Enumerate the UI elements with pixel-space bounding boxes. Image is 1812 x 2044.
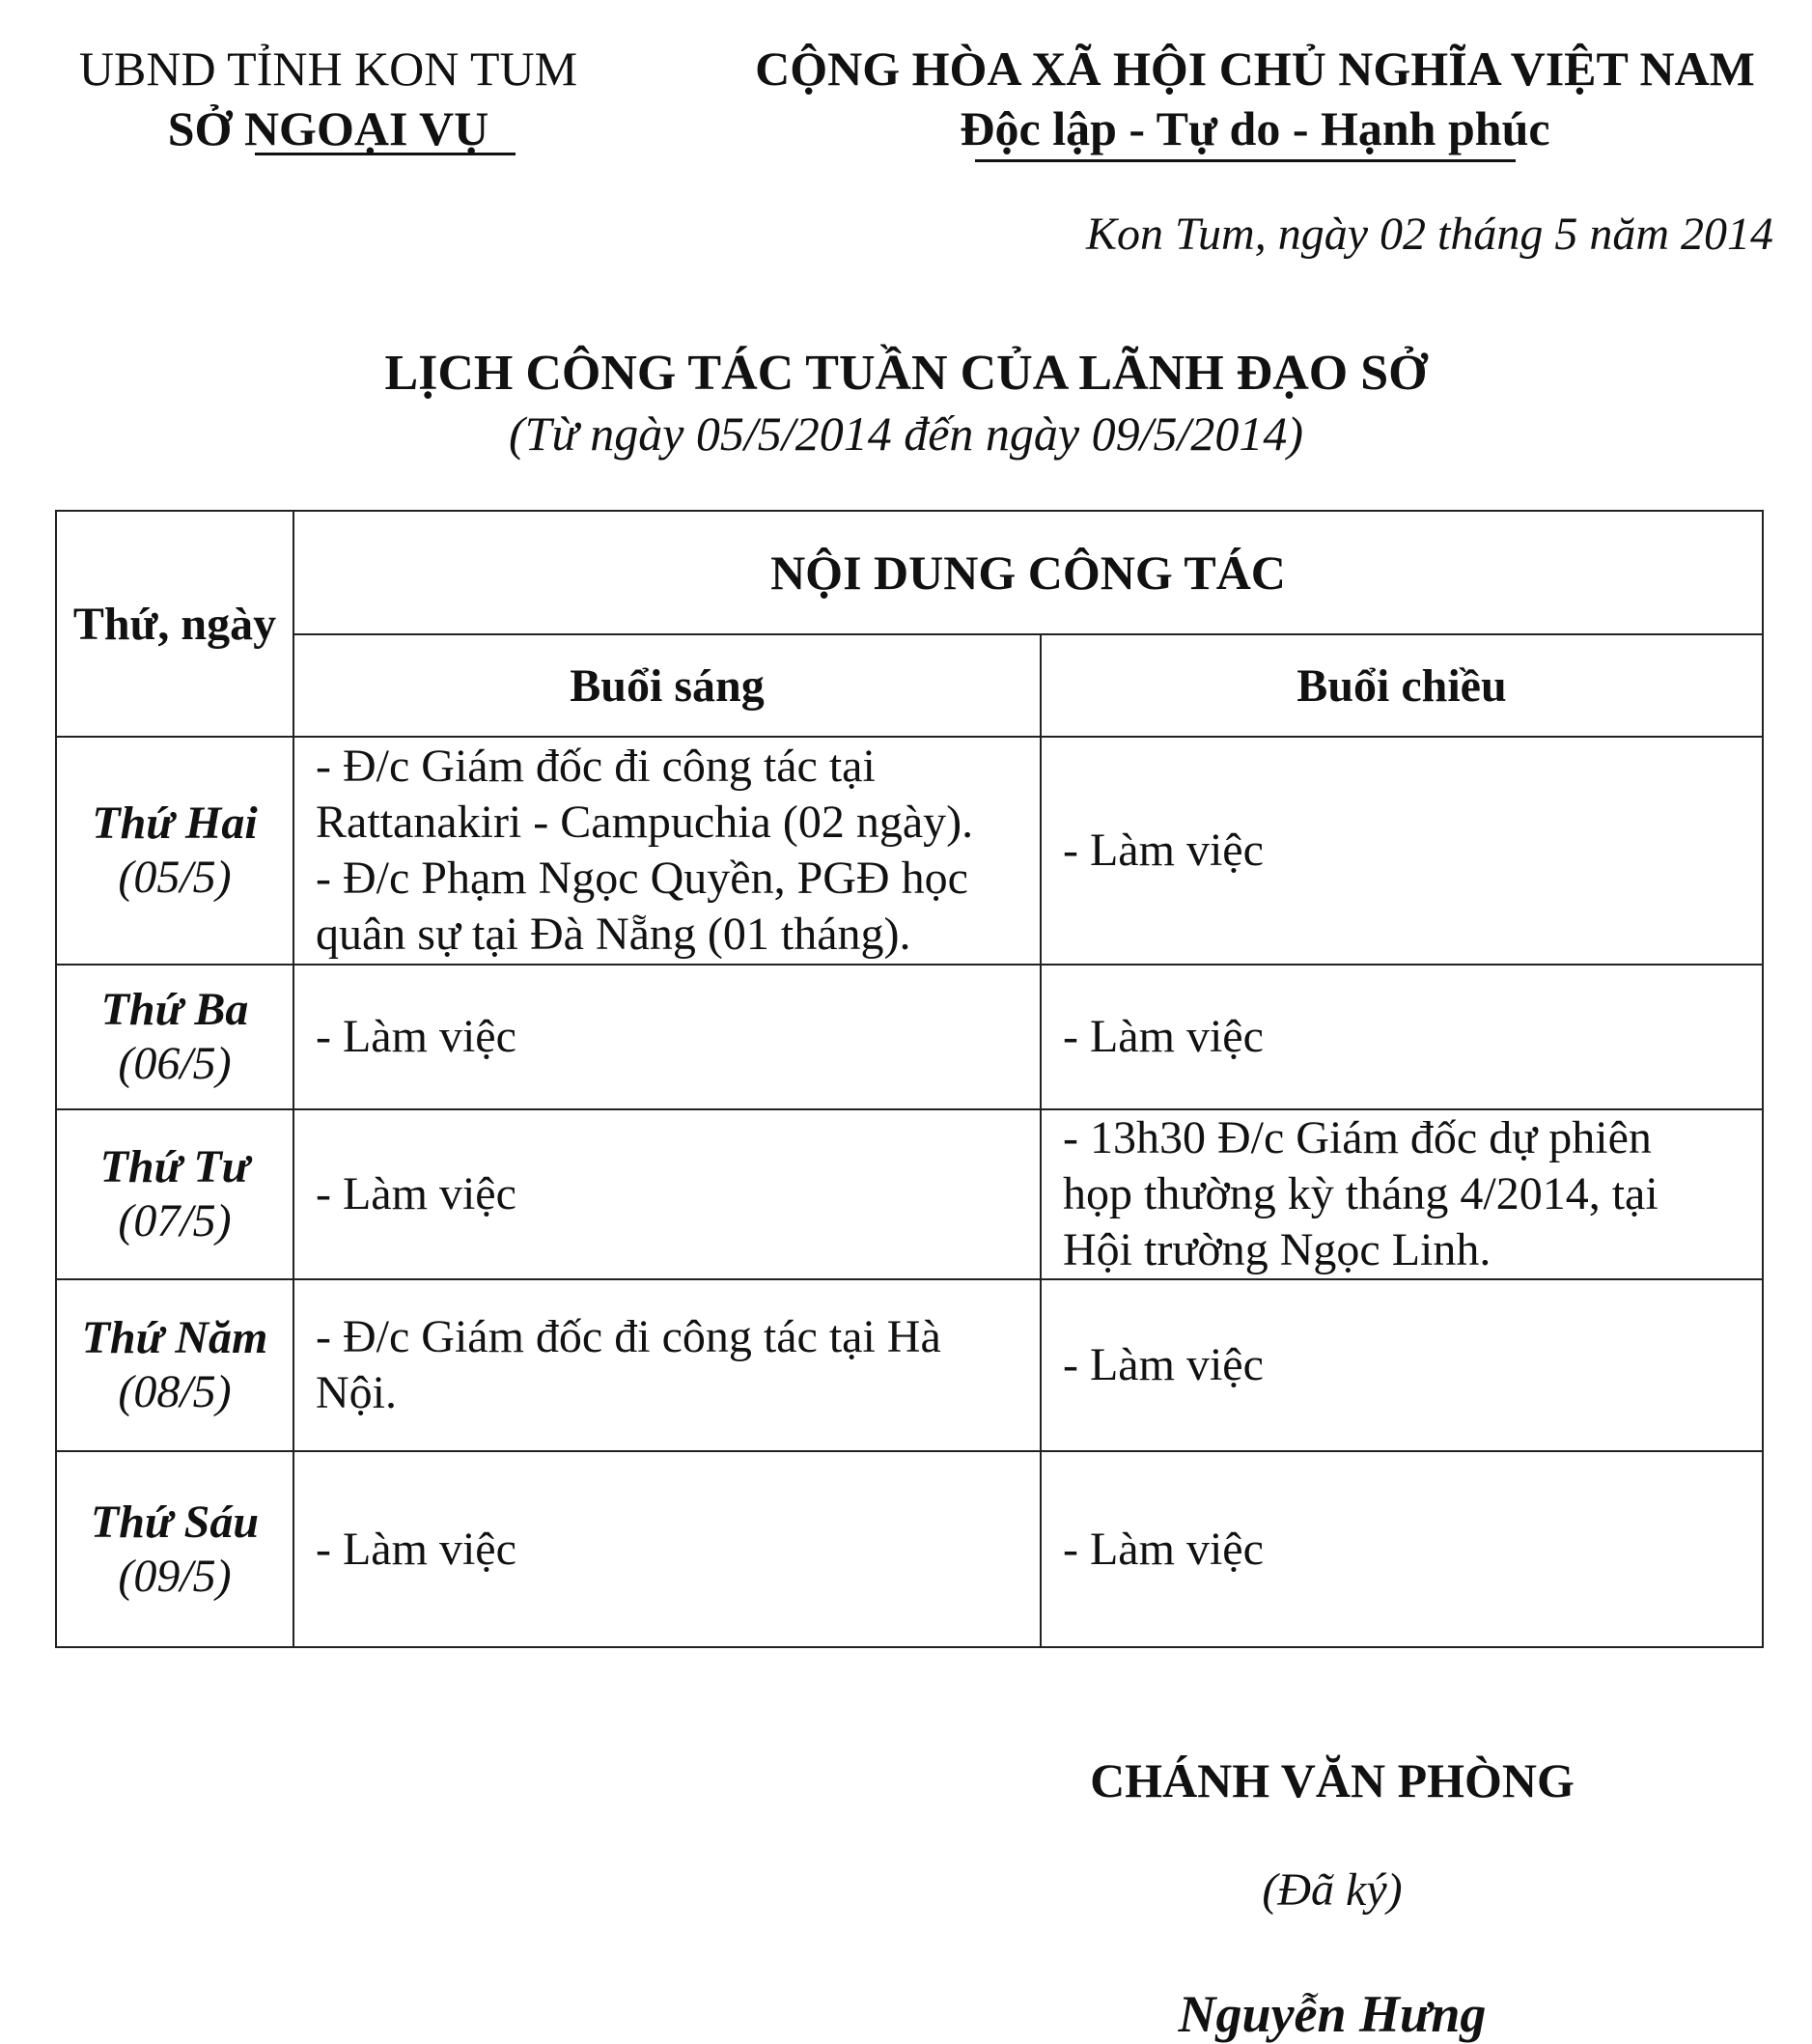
- afternoon-line: - Làm việc: [1063, 1339, 1264, 1390]
- morning-line: Rattanakiri - Campuchia (02 ngày).: [316, 797, 974, 848]
- signer-role: CHÁNH VĂN PHÒNG: [1090, 1753, 1575, 1807]
- afternoon-line: - 13h30 Đ/c Giám đốc dự phiên: [1063, 1112, 1652, 1163]
- day-date: (09/5): [118, 1550, 232, 1602]
- agency-parent: UBND TỈNH KON TUM: [78, 42, 578, 96]
- afternoon-cell: [1041, 965, 1763, 1109]
- morning-line: - Làm việc: [316, 1523, 516, 1575]
- day-name: Thứ Sáu: [90, 1496, 260, 1548]
- agency-header: [58, 39, 599, 158]
- morning-line: - Làm việc: [316, 1168, 516, 1219]
- day-name: Thứ Hai: [92, 798, 258, 849]
- afternoon-cell: [1041, 1109, 1763, 1279]
- table-row: [56, 1451, 1763, 1647]
- national-motto: Độc lập - Tự do - Hạnh phúc: [960, 101, 1550, 155]
- national-title: CỘNG HÒA XÃ HỘI CHỦ NGHĨA VIỆT NAM: [755, 42, 1755, 96]
- signer-name: Nguyễn Hưng: [1178, 1985, 1487, 2043]
- morning-line: - Làm việc: [316, 1011, 516, 1062]
- morning-line: Nội.: [316, 1367, 397, 1418]
- morning-cell: [293, 965, 1041, 1109]
- day-cell: [56, 1109, 293, 1279]
- agency-underline: [255, 153, 516, 155]
- column-header-morning: Buổi sáng: [293, 634, 1041, 737]
- motto-underline: [975, 159, 1516, 162]
- day-date: (05/5): [118, 852, 232, 903]
- afternoon-line: Hội trường Ngọc Linh.: [1063, 1224, 1491, 1275]
- day-date: (07/5): [118, 1195, 232, 1246]
- morning-cell: [293, 1279, 1041, 1451]
- morning-cell: [293, 737, 1041, 965]
- day-name: Thứ Tư: [99, 1141, 250, 1192]
- morning-line: - Đ/c Phạm Ngọc Quyền, PGĐ học: [316, 853, 968, 904]
- place-date: Kon Tum, ngày 02 tháng 5 năm 2014: [1085, 209, 1773, 260]
- column-header-content: NỘI DUNG CÔNG TÁC: [293, 511, 1763, 634]
- column-header-day: Thứ, ngày: [56, 511, 293, 737]
- afternoon-cell: [1041, 1451, 1763, 1647]
- document-title: LỊCH CÔNG TÁC TUẦN CỦA LÃNH ĐẠO SỞ: [384, 346, 1428, 401]
- morning-line: quân sự tại Đà Nẵng (01 tháng).: [316, 909, 911, 960]
- morning-cell: [293, 1109, 1041, 1279]
- morning-cell: [293, 1451, 1041, 1647]
- afternoon-line: - Làm việc: [1063, 825, 1264, 876]
- table-row: [56, 737, 1763, 965]
- agency-name: SỞ NGOẠI VỤ: [167, 101, 489, 155]
- document-subtitle: (Từ ngày 05/5/2014 đến ngày 09/5/2014): [508, 406, 1304, 461]
- afternoon-cell: [1041, 737, 1763, 965]
- table-row: [56, 1109, 1763, 1279]
- morning-line: - Đ/c Giám đốc đi công tác tại Hà: [316, 1311, 941, 1362]
- day-date: (06/5): [118, 1038, 232, 1089]
- day-date: (08/5): [118, 1366, 232, 1417]
- day-cell: [56, 1279, 293, 1451]
- afternoon-line: - Làm việc: [1063, 1523, 1264, 1575]
- afternoon-line: - Làm việc: [1063, 1011, 1264, 1062]
- column-header-afternoon: Buổi chiều: [1041, 634, 1763, 737]
- signed-status: (Đã ký): [1262, 1864, 1403, 1916]
- afternoon-cell: [1041, 1279, 1763, 1451]
- table-row: [56, 1279, 1763, 1451]
- day-cell: [56, 737, 293, 965]
- table-row: [56, 965, 1763, 1109]
- day-cell: [56, 1451, 293, 1647]
- national-header: [724, 39, 1786, 158]
- afternoon-line: họp thường kỳ tháng 4/2014, tại: [1063, 1168, 1659, 1219]
- day-name: Thứ Ba: [100, 984, 249, 1035]
- morning-line: - Đ/c Giám đốc đi công tác tại: [316, 741, 876, 792]
- schedule-table: [55, 510, 1764, 1648]
- day-cell: [56, 965, 293, 1109]
- day-name: Thứ Năm: [81, 1312, 268, 1363]
